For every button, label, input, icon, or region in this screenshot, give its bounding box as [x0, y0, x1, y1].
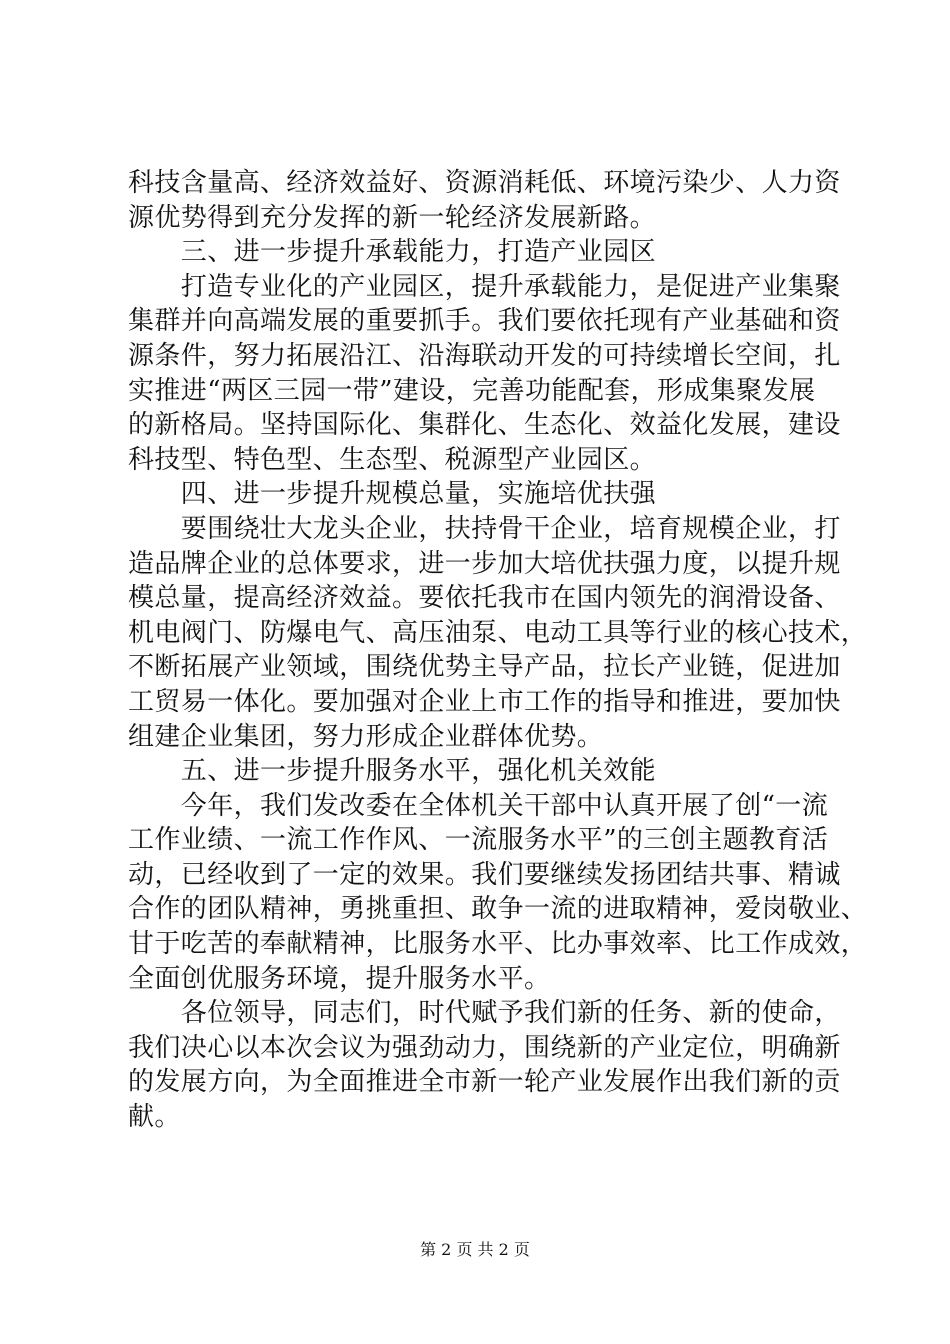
text-line: 机电阀门、防爆电气、高压油泵、电动工具等行业的核心技术， [128, 617, 868, 648]
text-line: 源优势得到充分发挥的新一轮经济发展新路。 [128, 202, 657, 233]
text-line: 献。 [128, 1102, 181, 1133]
section-heading: 五、进一步提升服务水平，强化机关效能 [128, 756, 657, 787]
text-line: 科技含量高、经济效益好、资源消耗低、环境污染少、人力资 [128, 168, 841, 198]
text-line: 动，已经收到了一定的效果。我们要继续发扬团结共事、精诚 [128, 859, 841, 890]
text-line: 的发展方向，为全面推进全市新一轮产业发展作出我们新的贡 [128, 1067, 841, 1098]
text-line: 各位领导，同志们，时代赋予我们新的任务、新的使命， [128, 998, 841, 1029]
text-line: 源条件，努力拓展沿江、沿海联动开发的可持续增长空间，扎 [128, 340, 841, 371]
body-text [128, 166, 868, 1135]
text-line: 要围绕壮大龙头企业，扶持骨干企业，培育规模企业，打 [128, 513, 841, 544]
section-heading: 四、进一步提升规模总量，实施培优扶强 [128, 479, 657, 510]
text-line: 甘于吃苦的奉献精神，比服务水平、比办事效率、比工作成效， [128, 929, 868, 960]
text-line: 科技型、特色型、生态型、税源型产业园区。 [128, 444, 657, 475]
text-line: 造品牌企业的总体要求，进一步加大培优扶强力度，以提升规 [128, 548, 841, 579]
text-line: 不断拓展产业领域，围绕优势主导产品，拉长产业链，促进加 [128, 652, 841, 683]
text-line: 的新格局。坚持国际化、集群化、生态化、效益化发展，建设 [128, 410, 841, 441]
text-line: 今年，我们发改委在全体机关干部中认真开展了创“一流 [128, 790, 829, 821]
section-heading: 三、进一步提升承载能力，打造产业园区 [128, 237, 657, 268]
text-line: 工贸易一体化。要加强对企业上市工作的指导和推进，要加快 [128, 686, 841, 717]
text-line: 打造专业化的产业园区，提升承载能力，是促进产业集聚 [128, 271, 841, 302]
text-line: 组建企业集团，努力形成企业群体优势。 [128, 721, 604, 752]
text-line: 集群并向高端发展的重要抓手。我们要依托现有产业基础和资 [128, 306, 841, 337]
page-footer: 第 2 页 共 2 页 [420, 1240, 530, 1259]
text-line: 我们决心以本次会议为强劲动力，围绕新的产业定位，明确新 [128, 1032, 841, 1063]
text-line: 合作的团队精神，勇挑重担、敢争一流的进取精神，爱岗敬业、 [128, 894, 868, 925]
text-line: 模总量，提高经济效益。要依托我市在国内领先的润滑设备、 [128, 583, 841, 614]
text-line: 全面创优服务环境，提升服务水平。 [128, 963, 551, 994]
text-line: 工作业绩、一流工作作风、一流服务水平”的三创主题教育活 [128, 825, 829, 856]
text-line: 实推进“两区三园一带”建设，完善功能配套，形成集聚发展 [128, 375, 816, 406]
